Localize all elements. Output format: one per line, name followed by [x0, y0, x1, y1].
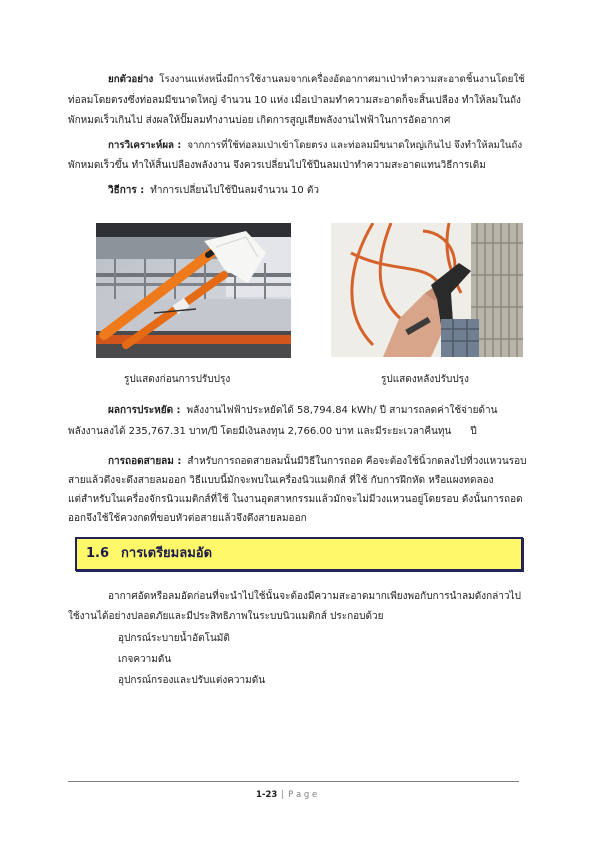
footer-divider: [68, 781, 519, 782]
hose-removal-line-4: ออกจึงใช้ใช้ควงกดที่ขอบหัวต่อสายแล้วจึงดึงสายลมออก: [68, 513, 307, 524]
list-item: อุปกรณ์กรองและปรับแต่งความดัน: [118, 675, 266, 686]
hose-removal-text: สำหรับการถอดสายลมนั้นมีวิธีในการถอด คือจะต้องใช้นิ้วกดลงไปที่วงแหวนรอบ: [187, 456, 527, 467]
example-text: โรงงานแห่งหนึ่งมีการใช้งานลมจากเครื่องอัดอากาศมาเป่าทำความสะอาดชิ้นงานโดยใช้: [159, 74, 525, 85]
after-photo-illustration: [331, 223, 523, 357]
example-line-2: ท่อลมโดยตรงซึ่งท่อลมมีขนาดใหญ่ จำนวน 10 แห่ง เมื่อเป่าลมทำความสะอาดก็จะสิ้นเปลือง ทำให้ลมในถัง: [68, 95, 521, 106]
example-line-1: [108, 72, 528, 88]
savings-line-1: [108, 403, 528, 419]
preparation-line-1: อากาศอัดหรือลมอัดก่อนที่จะนำไปใช้นั้นจะต้องมีความสะอาดมากเพียงพอกับการนำลมดังกล่าวไป: [108, 591, 521, 602]
preparation-line-2: ใช้งานได้อย่างปลอดภัยและมีประสิทธิภาพในระบบนิวแมติกส์ ประกอบด้วย: [68, 611, 384, 622]
hose-removal-line-1: [108, 454, 528, 470]
savings-text: พลังงานไฟฟ้าประหยัดได้ 58,794.84 kWh/ ปี สามารถลดค่าใช้จ่ายด้าน: [186, 405, 498, 416]
after-improvement-photo: [331, 223, 523, 357]
analysis-text: จากการที่ใช้ท่อลมเป่าเข้าโดยตรง และท่อลมมีขนาดใหญ่เกินไป จึงทำให้ลมในถัง: [187, 140, 523, 151]
before-improvement-photo: [96, 223, 291, 358]
before-photo-caption: รูปแสดงก่อนการปรับปรุง: [124, 374, 231, 385]
list-item: เกจความดัน: [118, 654, 172, 665]
list-item: อุปกรณ์ระบายน้ำอัตโนมัติ: [118, 633, 230, 644]
page-footer: [256, 788, 317, 802]
savings-label: ผลการประหยัด :: [108, 405, 181, 416]
after-photo-caption: รูปแสดงหลังปรับปรุง: [381, 374, 469, 385]
page-number: 1-23: [256, 790, 278, 800]
analysis-line-1: [108, 138, 528, 154]
example-label: ยกตัวอย่าง: [108, 74, 154, 85]
analysis-label: การวิเคราะห์ผล :: [108, 140, 182, 151]
section-title: การเตรียมลมอัด: [121, 546, 213, 561]
section-heading: [75, 537, 523, 571]
hose-removal-label: การถอดสายลม :: [108, 456, 182, 467]
method-text: ทำการเปลี่ยนไปใช้ปืนลมจำนวน 10 ตัว: [150, 185, 319, 196]
hose-removal-line-3: แต่สำหรับในเครื่องจักรนิวแมติกส์ที่ใช้ ในงานอุตสาหกรรมแล้วมักจะไม่มีวงแหวนอยู่โดยรอบ ดังนั้นการถอด: [68, 494, 523, 505]
footer-separator: |: [281, 790, 285, 800]
method-label: วิธีการ :: [108, 185, 145, 196]
example-line-3: พักหมดเร็วเกินไป ส่งผลให้ปั๊มลมทำงานบ่อย เกิดการสูญเสียพลังงานไฟฟ้าในการอัดอากาศ: [68, 115, 451, 126]
hose-removal-line-2: สายแล้วดึงจะดึงสายลมออก วิธีแบบนี้มักจะพบในเครื่องนิวแมติกส์ ที่ใช้ กับการฝึกหัด หรือแผงทดลอง: [68, 475, 494, 486]
analysis-line-2: พักหมดเร็วขึ้น ทำให้สิ้นเปลืองพลังงาน จึงควรเปลี่ยนไปใช้ปืนลมเป่าทำความสะอาดแทนวิธีการเดิม: [68, 160, 486, 171]
before-photo-illustration: [96, 223, 291, 358]
section-number: 1.6: [86, 546, 110, 561]
method-line: [108, 183, 528, 199]
savings-line-2: พลังงานลงได้ 235,767.31 บาท/ปี โดยมีเงินลงทุน 2,766.00 บาท และมีระยะเวลาคืนทุน ปี: [68, 426, 477, 437]
page-label: P a g e: [288, 790, 318, 800]
